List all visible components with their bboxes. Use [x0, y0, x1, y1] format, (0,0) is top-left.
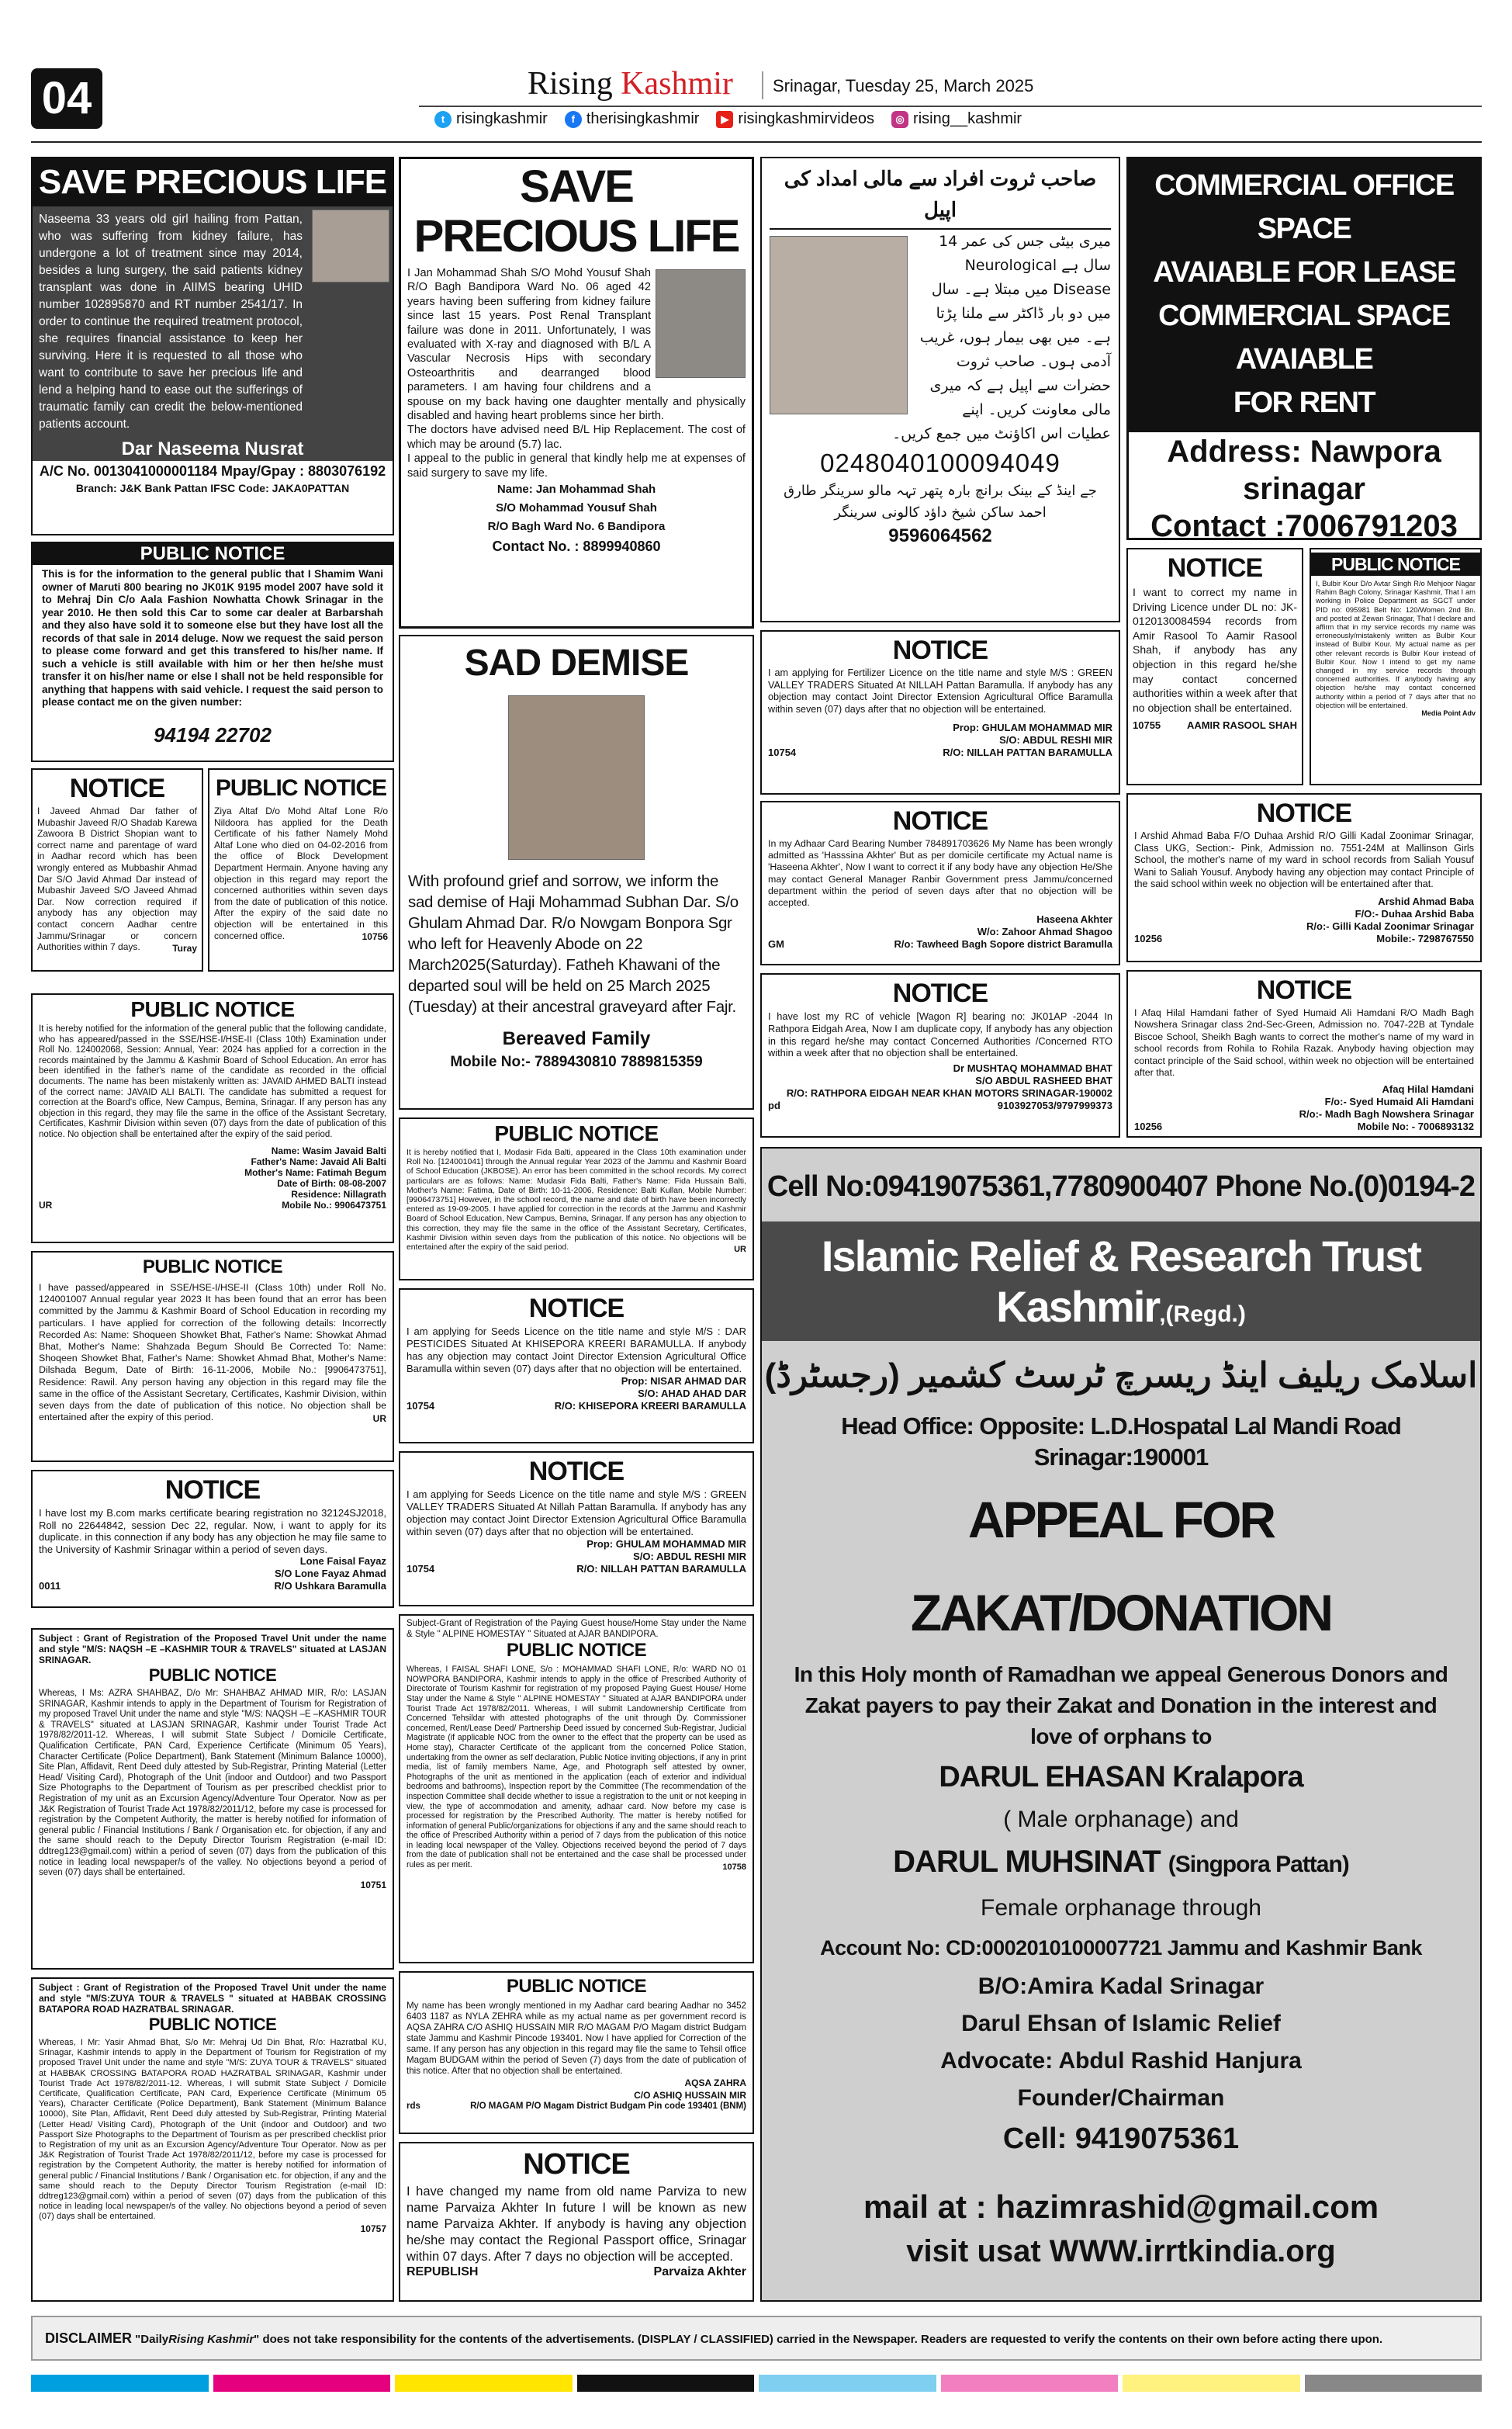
notice-code: 10756 [362, 931, 388, 943]
founder-title: Founder/Chairman [1017, 2085, 1225, 2111]
notice-body: Whereas, I Mr: Yasir Ahmad Bhat, S/o Mr: Mehraj Ud Din Bhat, R/o: Hazratbal KU, Srinagar, Kashmir intends to apply in the Department of Tourism for Registration of my proposed Travel Unit under the name and style "M/S: ZUYA TOUR & TRAVELS" situated at HABBAK CROSSING BATAPORA ROAD HAZRATBAL SRINAGAR, Kashmir under Tourist Trade Act 1978/82/2011-12. Whereas, I will submit State Subject / Domicile Certificate, Qualification Certificate, PAN Card, Experience Certificate (Minimum 05 Years), Character Certificate (Police Department), Bank Statement (Minimum Balance 10000), Site Plan, Affidavit, Rent Deed duly attested by Sub-Registrar, Printing Material (Letter Head/ Visiting Card), Photograph of the Unit (indoor and Outdoor) and two Passport Size Photographs to the Department of Tourism as per prescribed checklist prior to Registration of my unit as an Excursion Agency/Adventure Tour Operator. Now as per J&K Registration of Tourist Trade Act 1978/82/2011/12, before my case is processed for registration by the Competent Authority, the matter is hereby notified for information of general public / Financial Institutions / Bank / Organisation etc. for objection, if any and the same should reach to the Deputy Director Tourism Registration (e-mail ID: ddtreg123@gmail.com) within a period of seven (07) days from the publication of this notice in leading local newspaper/s of the valley. No objections beyond a period of seven (07) days shall be entertained. [39, 2038, 386, 2222]
notice-tag: UR [39, 1199, 53, 1211]
ad-zakat-appeal [760, 1147, 1482, 2302]
notice-title: NOTICE [528, 1294, 625, 1323]
contact-phone: 9596064562 [888, 525, 992, 546]
public-notice-ziya [208, 768, 394, 972]
social-facebook[interactable]: f therisingkashmir [565, 110, 700, 128]
sig-address: R/o: Tawheed Bagh Sopore district Baramulla [894, 938, 1112, 951]
sig-father: S/O: ABDUL RESHI MIR [633, 1551, 746, 1562]
sig-father-of: F/o:- Syed Humaid Ali Hamdani [1324, 1096, 1474, 1108]
twitter-icon: t [434, 111, 452, 128]
ad-address-city: srinagar [1243, 472, 1365, 506]
youtube-icon: ▶ [716, 111, 733, 128]
notice-code: 0011 [39, 1580, 61, 1592]
notice-lost-rc [760, 973, 1120, 1138]
notice-code: 10256 [1134, 1121, 1163, 1133]
notice-body: It is hereby notified for the information of the general public that the following candidate, who has appeared/passed in the SSE/HSE-I/HSE-II (Class 10th) Examination under Roll No. 124002068, Session: Annual, Year: 2024 has applied for a correction in the records maintained by the Jammu & Kashmir Board of School Education. An error has been identified in the father's name of the candidate as recorded in the official documents. The name has been mistakenly written as: JAVAID AHMED BALTI instead of the correct name: JAVAID ALI BALTI. The candidate has submitted a request for correction at the Board's office, New Campus, Bemina, Srinagar. If any person has any objection in this regard, they may file the same in the office of the Assistant Secretary, Certificates, Kashmir Division within seven (07) days from the date of publication of this notice. No objection shall be entertained after the expiry of the said period. [39, 1024, 386, 1139]
social-twitter[interactable]: t risingkashmir [434, 110, 548, 128]
notice-body: I, Bulbir Kour D/o Avtar Singh R/o Mehjoor Nagar Rahim Bagh Colony, Srinagar Kashmir, That I am working in Police Department as SGCT under PID no: 095981 Belt No: 120/Women 2nd Bn. and posted at Zewan Srinagar, That I declare and affirm that in my service records my name was erroneously/mistakenly written as Bulbir Kour instead of Bulbir Kour. My actual name as per other relevant records is Bulbir Kour instead of Bulbir Kour. Now I intend to get my name changed in my service records through concerned authorities. If anybody having any objection he/she may contact concerned authority within a period of 7 days after that no objection will be entertained. [1316, 579, 1476, 709]
notice-title: NOTICE [892, 636, 988, 665]
notice-code: 10754 [407, 1400, 435, 1412]
notice-code: 10256 [1134, 932, 1163, 944]
orphanage-2-type: Female orphanage through [981, 1895, 1261, 1921]
notice-tag: UR [372, 1413, 386, 1425]
notice-code: 10757 [360, 2223, 386, 2234]
notice-title: NOTICE [523, 2148, 630, 2181]
ad-line-4: FOR RENT [1233, 386, 1375, 419]
notice-mubashir [31, 768, 203, 972]
sig-address: R/O Bagh Ward No. 6 Bandipora [487, 520, 666, 534]
color-registration-bar [31, 2375, 1482, 2392]
notice-tag: UR [734, 1245, 746, 1255]
notice-body: I have lost my RC of vehicle [Wagon R] bearing no: JK01AP -2044 In Rathpora Eidgah Area, Now I am duplicate copy, If anybody has any objection in this regard he/she may contact Concerned Authorities /Concerned RTO within a week after that no objection shall be entertained. [768, 1010, 1112, 1059]
public-notice-car [31, 542, 394, 762]
social-bar [434, 110, 1022, 128]
notice-body: I Arshid Ahmad Baba F/O Duhaa Arshid R/O Gilli Kadal Zoonimar Srinagar, Class UKG, Section:- Pink, Admission no. 7551-24M at Mallinson Girls School, the mother's name of my ward in school records from Saliah Yousuf Wani to Saliah Yousuf. Anybody having any objection may contact Principle of the said school within week no objection will be entertained after that. [1134, 830, 1474, 890]
masthead [528, 65, 733, 102]
notice-title: NOTICE [164, 1475, 261, 1505]
social-instagram[interactable]: ◎ rising__kashmir [891, 110, 1022, 128]
notice-title: PUBLIC NOTICE [148, 2015, 277, 2034]
notice-title: NOTICE [69, 774, 165, 803]
disclaimer-ad-types: (DISPLAY / CLASSIFIED) [637, 2333, 773, 2346]
sig-father: S/O: AHAD AHAD DAR [638, 1388, 746, 1399]
disclaimer-text-a: "Daily [135, 2333, 169, 2346]
notice-code: GM [768, 938, 784, 951]
notice-fertilizer [760, 630, 1120, 795]
notice-title: PUBLIC NOTICE [506, 1976, 647, 1997]
notice-title: PUBLIC NOTICE [215, 775, 387, 801]
social-youtube[interactable]: ▶ risingkashmirvideos [716, 110, 874, 128]
notice-afaq-hamdani [1126, 970, 1482, 1138]
notice-body: I Afaq Hilal Hamdani father of Syed Humaid Ali Hamdani R/O Madh Bagh Nowshera Srinagar class 2nd-Sec-Green, Admission no. 7047-22B at Tyndale Biscoe School, Sheikh Bagh wants to correct the mother's name of my ward in school records from Rohila to Rohila Razak. Anybody having objection may contact principle of the Said school, within week no objection will be entertained after that. [1134, 1007, 1474, 1079]
appeal-title: APPEAL FOR ZAKAT/DONATION [910, 1491, 1332, 1641]
notice-code: pd [768, 1100, 780, 1112]
public-notice-bulbir [1310, 548, 1482, 785]
sig-mobile: Mobile No: - 7006893132 [1357, 1121, 1474, 1133]
disclaimer-bar [31, 2316, 1482, 2361]
ad-cell-numbers: Cell No:09419075361,7780900407 Phone No.(0)0194-2 [766, 1170, 1476, 1203]
sig-name: Afaq Hilal Hamdani [1382, 1083, 1474, 1096]
notice-code: rds [407, 2102, 420, 2111]
sig-address: R/o:- Madh Bagh Nowshera Srinagar [1299, 1108, 1474, 1121]
advocate-name: Advocate: Abdul Rashid Hanjura [940, 2048, 1302, 2074]
appeal-text: In this Holy month of Ramadhan we appeal Generous Donors and Zakat payers to pay their Zakat and Donation in the interest and love of orphans to [794, 1662, 1448, 1748]
disclaimer-text-c: " does not take responsibility for the contents of the advertisements. [254, 2333, 635, 2346]
ad-body-cost: The doctors have advised need B/L Hip Replacement. The cost of which may be around (5.7) lac. [407, 424, 746, 451]
orphanage-2 [762, 1838, 1480, 1889]
public-notice-aqsa-zahra [399, 1971, 754, 2134]
sig-name: Haseena Akhter [1036, 913, 1112, 926]
notice-body: I have passed/appeared in SSE/HSE-I/HSE-II (Class 10th) under Roll No. 124001007 Annual regular year 2023 It has been found that an error has been committed by the Jammu & Kashmir Board of School Education in recording my particulars. I have applied for correction of the following details: Incorrectly Recorded As: Name: Shoqueen Showket Bhat, Father's Name: Showkat Ahmad Bhat, Mother's Name: Shahzada Begum Should Be Corrected To: Name: Shoqeen Showket Bhat, Father's Name: Showket Ahmad Bhat, Mother's Name: Dilshada Begum, Date of Birth: 16-11-2006, Mobile No.: [9906473751], Residence: Rawil. Any person having any objection in this regard may file the same in the office of the Assistant Secretary, Certificates, Kashmir Division, within seven days from the date of publication of this notice. No objection shall be entertained after the expiry of this period. [39, 1282, 386, 1423]
public-notice-naqsh-travels [31, 1628, 394, 1970]
sig-father-of: F/O:- Duhaa Arshid Baba [1355, 907, 1474, 920]
sig-name: Arshid Ahmad Baba [1378, 895, 1474, 907]
public-notice-balti [31, 993, 394, 1243]
ad-line-3: COMMERCIAL SPACE AVAIABLE [1158, 300, 1450, 376]
sig-father: Father's Name: Javaid Ali Balti [251, 1156, 386, 1167]
notice-code: 10754 [407, 1563, 435, 1575]
account-number: 0248040100094049 [820, 449, 1060, 477]
notice-marks-certificate [31, 1470, 394, 1608]
notice-title: NOTICE [1167, 553, 1263, 583]
sig-phone: 9103927053/9797999373 [997, 1100, 1112, 1112]
ad-save-life-naseema [31, 157, 394, 535]
notice-body: I am applying for Seeds Licence on the title name and style M/S : DAR PESTICIDES Situated At KHISEPORA KREERI BARAMULLA. If anybody has any objection may contact Joint Director Extension Agricultural Office Baramulla within seven (07) days after that no objection will be entertained. [407, 1325, 746, 1374]
ad-body-appeal: I appeal to the public in general that kindly help me at expenses of said surgery to save my life. [407, 452, 746, 480]
orphanage-2-place: (Singpora Pattan) [1168, 1852, 1349, 1877]
trust-regd: ,(Regd.) [1159, 1301, 1246, 1327]
notice-body: Whereas, I FAISAL SHAFI LONE, S/o : MOHAMMAD SHAFI LONE, R/o: WARD NO 01 NOWPORA BANDIPORA, Kashmir intends to apply in the office of Prescribed Authority of Directorate of Tourism Kashmir for registration of my proposed Paying Guest House/ Home Stay under the Name & Style " ALPINE HOMESTAY " Situated at AJAR BANDIPORA under Tourist Trade Act 1978/82/2011. Whereas, I will submit Landownership Certificate from Concerned Tehsildar with attested photographs of the unit through Dy. Commissioner concerned, Rent/Lease Deed/ Partnership Deed issued by concerned Sub-Registrar, Judicial Magistrate (if applicable NOC from the owner to the effect that the property can be used as Home stay), Character Certificate of the applicant from the concerned Police Station, undertaking from the owner as self declaration, Public Notice inviting objections, if any in print media, list of family members Name, Age, and Photograph self attested by owner, Photographs of the unit as mentioned in the application (each of exterior and individual bedrooms and bathrooms), Inspection report by the Committee (The recommendation of the inspection Committee shall decide whether to issue a registration to the unit or not keeping in view, the type of accommodation and amenity, adhaar card. Now before my case is processed for registration by the Prescribed Authority. The matter is hereby notified for information of general Public/organizations for objections if any and the same should reach to the office of Prescribed Authority within a period of 7 days from the publication of this notice in leading local newspaper of the Valley. Objections received beyond the period of 7 days from the date of publication shall not be entertained and the case shall be processed under rules as per merit. [407, 1665, 746, 1870]
contact-phone: 94194 22702 [154, 723, 272, 747]
notice-title: NOTICE [892, 979, 988, 1008]
sig-mother: Mother's Name: Fatimah Begum [244, 1166, 386, 1178]
ad-body: With profound grief and sorrow, we inform the sad demise of Haji Mohammad Subhan Dar. S/o Ghulam Ahmad Dar. R/o Nowgam Bonpora Sgr who left for Heavenly Abode on 22 March2025(Saturday). Fatheh Khawani of the departed soul will be held on 25 March 2025 (Tuesday) at their ancestral graveyard after Fajr. [408, 872, 739, 1016]
trust-name: Islamic Relief & Research Trust Kashmir [821, 1232, 1421, 1331]
notice-title: PUBLIC NOTICE [1311, 553, 1480, 576]
notice-title: PUBLIC NOTICE [33, 543, 393, 565]
disclaimer-label: DISCLAIMER [45, 2330, 132, 2346]
account-name: Dar Naseema Nusrat [33, 438, 393, 461]
notice-green-valley-seeds [399, 1451, 754, 1606]
notice-body: I am applying for Seeds Licence on the title name and style M/S : GREEN VALLEY TRADERS Situated At Nillah Pattan Baramulla. If anybody has any objection may contact Joint Director Extension Agricultural Office Baramulla within seven (07) days after that no objection will be entertained. [407, 1488, 746, 1537]
notice-body: Ziya Altaf D/o Mohd Altaf Lone R/o Nildoora has applied for the Death Certificate of his father Namely Mohd Altaf Lone who died on 04-02-2016 from the office of Block Development Department Hermain. Anyone having any objection in this regard may report the concerned authorities within seven days from the date of publication of this notice. After the expiry of the said date no objection will be entertained in this concerned office. [214, 806, 388, 941]
notice-code: 10751 [360, 1879, 386, 1890]
notice-title: NOTICE [1256, 975, 1352, 1005]
public-notice-fida-balti [399, 1117, 754, 1280]
ad-title: SAVE PRECIOUS LIFE [413, 161, 739, 262]
sig-address: R/O: NILLAH PATTAN BARAMULLA [943, 747, 1112, 759]
notice-body: I have changed my name from old name Parviza to new name Parvaiza Akhter In future I will be known as new name Parvaiza Akhter. If anybody is having any objection he/she may contact the Regional Passport office, Srinagar within 07 days. After 7 days no objection will be accepted. [407, 2185, 746, 2264]
ad-title: SAVE PRECIOUS LIFE [33, 158, 393, 206]
bereaved-family: Bereaved Family [502, 1028, 651, 1049]
deceased-photo [508, 695, 645, 860]
disclaimer-text-e: carried in the Newspaper. Readers are requested to verify the contents on their own before acting there upon. [777, 2333, 1383, 2346]
notice-haseena-aadhar [760, 801, 1120, 965]
notice-tag: Turay [172, 942, 197, 954]
sig-father: S/O: ABDUL RESHI MIR [999, 734, 1112, 747]
sig-address: R/O: RATHPORA EIDGAH NEAR KHAN MOTORS SRINAGAR-190002 [786, 1087, 1112, 1100]
ad-save-life-jan-mohammad [399, 157, 754, 629]
notice-code: 10754 [768, 747, 797, 759]
ad-title: صاحب ثروت افراد سے مالی امداد کی اپیل [770, 163, 1111, 230]
notice-title: NOTICE [1256, 799, 1352, 828]
patient-photo [656, 269, 746, 378]
notice-title: NOTICE [528, 1457, 625, 1486]
ad-sad-demise [399, 635, 754, 1110]
bank-branch: B/O:Amira Kadal Srinagar [977, 1973, 1265, 1999]
public-notice-shahzada [31, 1251, 394, 1462]
notice-body: It is hereby notified that I, Modasir Fida Balti, appeared in the Class 10th examination under Roll No. [124001041] through the Annual regular Year 2023 of the Jammu and Kashmir Board of School Education (JKBOSE). An error has been committed in the school records. My correct particulars are as follows: Name: Mudasir Fida Balti, Father's Name: Fida Hussain Balti, Mother's Name: Fatima, Date of Birth: 10-11-2006, Residence: Balti Kullan, Mobile Number: [9906473751] However, in the school record, the name and date of birth have been incorrectly entered as 19-09-2005. I have applied for correction in the records at the Jammu and Kashmir Board of School Education, New Campus, Bemina, Srinagar. If any person has any objection to this correction, they may file the same in the office of the Assistant Secretary, Certificates, Kashmir Division within seven days from the publication of this notice. No objections will be entertained after the expiry of the said period. [407, 1149, 746, 1253]
notice-name-change-parvaiza [399, 2142, 754, 2302]
public-notice-alpine-homestay [399, 1614, 754, 1963]
instagram-icon: ◎ [891, 111, 908, 128]
public-notice-zuya-travels [31, 1977, 394, 2302]
ad-line-1: COMMERCIAL OFFICE SPACE [1154, 169, 1454, 245]
page-number: 04 [31, 68, 102, 129]
ad-address: Address: Nawpora [1167, 435, 1441, 469]
sig-mobile: Mobile:- 7298767550 [1376, 932, 1474, 944]
notice-subject: Subject-Grant of Registration of the Paying Guest house/Home Stay under the Name & Style " ALPINE HOMESTAY " Situated at AJAR BANDIPORA. [407, 1619, 746, 1639]
contact-cell: Cell: 9419075361 [1002, 2122, 1240, 2155]
notice-title: PUBLIC NOTICE [142, 1256, 283, 1277]
ad-contact: Contact :7006791203 [1150, 509, 1458, 540]
notice-title: NOTICE [892, 806, 988, 836]
sig-mobile: Mobile No.: 9906473751 [282, 1199, 386, 1211]
notice-dar-pesticides [399, 1288, 754, 1443]
orphanage-2-name: DARUL MUHSINAT [893, 1845, 1161, 1879]
trust-name-urdu: اسلامک ریلیف اینڈ ریسرچ ٹرسٹ کشمیر (رجسٹرڈ) [764, 1357, 1478, 1395]
sig-contact: Contact No. : 8899940860 [492, 539, 661, 555]
sig-name: Name: Wasim Javaid Balti [271, 1145, 386, 1156]
contact-mobile: Mobile No:- 7889430810 7889815359 [450, 1054, 703, 1070]
facebook-icon: f [565, 111, 582, 128]
account-number: A/C No. 0013041000001184 Mpay/Gpay : 8803076192 [33, 461, 393, 481]
ad-body: I Jan Mohammad Shah S/O Mohd Yousuf Shah R/O Bagh Bandipora Ward No. 06 aged 42 years having been suffering from kidney failure since last 15 years. Post Renal Transplant failure was done in 2011. Unfortunately, I was evaluated with X-ray and diagnosed with B/L A Vascular Necrosis Hips with secondary Osteoarthritis and dearranged blood parameters. I am having four childrens and a spouse on my back having one daughter mentally and physically disabled and having heart problems since her birth. [407, 267, 746, 423]
sig-address: R/O MAGAM P/O Magam District Budgam Pin code 193401 (BNM) [470, 2102, 746, 2111]
masthead-kashmir: Kashmir [621, 66, 733, 102]
sig-name: Name: Jan Mohammad Shah [497, 483, 656, 497]
sig-address: R/O: KHISEPORA KREERI BARAMULLA [554, 1400, 746, 1412]
sig-name: Lone Faisal Fayaz [299, 1555, 386, 1568]
agency-tag: Media Point Adv [1421, 709, 1476, 718]
notice-subject: Subject : Grant of Registration of the Proposed Travel Unit under the name and style "M/S:ZUYA TOUR & TRAVELS " situated at HABBAK CROSSING BATAPORA ROAD HAZRATBAL SRINAGAR. [39, 1982, 386, 2015]
ad-title: SAD DEMISE [464, 643, 689, 684]
ad-urdu-appeal [760, 157, 1120, 622]
notice-body: This is for the information to the general public that I Shamim Wani owner of Maruti 800 bearing no JK01K 9195 model 2007 have sold it to Mehraj Din C/o Aala Fashion Nowhatta Chowk Srinagar in the year 2010. He then sold this Car to some car dealer at Barbarshah and they also have sold it to someone else but they have lost all the records of that sale in 2014 deluge. Now we request the said person to please come forward and get this transfered to his/her name. If such a vehicle is still available with him or her then he/she must transfer it on his/her name or else I shall not be held responsible for anything that happens with said vehicle. I request the said person to please contact me on the given number: [42, 568, 383, 708]
orphanage-1-type: ( Male orphanage) and [1003, 1807, 1239, 1832]
sig-name: Dr MUSHTAQ MOHAMMAD BHAT [953, 1062, 1112, 1075]
sig-father: S/O Lone Fayaz Ahmad [275, 1568, 386, 1580]
sig-prop: Prop: NISAR AHMAD DAR [621, 1375, 746, 1387]
patient-photo [312, 210, 389, 282]
account-number: Account No: CD:0002010100007721 Jammu and Kashmir Bank [820, 1936, 1422, 1959]
notice-body: I want to correct my name in Driving Licence under DL no: JK-0120130084594 records from Amir Rasool To Aamir Rasool Shah, if anybody has any objection in this regard he/she may contact concerned authorities within a week after that no objection shall be entertained. [1133, 586, 1297, 714]
sig-husband: W/o: Zahoor Ahmad Shagoo [977, 926, 1112, 938]
child-photo [770, 236, 908, 414]
notice-body: I have lost my B.com marks certificate bearing registration no 32124SJ2018, Roll no 22644842, session Dec 22, regular. Now, i want to apply for its duplicate. in this connection if any body has any objection he may file same to the University of Kashmir Srinagar within a period of seven days. [39, 1507, 386, 1555]
notice-code: 10758 [722, 1862, 746, 1872]
notice-arshid-baba [1126, 793, 1482, 962]
sig-dob: Date of Birth: 08-08-2007 [277, 1177, 386, 1189]
ad-body: میری بیٹی جس کی عمر 14 سال ہے Neurological Disease میں مبتلا ہے۔ سال میں دو بار ڈاکٹر سے ملنا پڑتا ہے۔ میں بھی بیمار ہوں، غریب آدمی ہوں۔ صاحب ثروت حضرات سے اپیل ہے کہ میری مالی معاونت کریں۔ اپنے عطیات اس اکاؤنٹ میں جمع کریں۔ [892, 233, 1111, 442]
ad-address: جے اینڈ کے بینک برانچ بارہ پتھر تہہ مالو سرینگر طارق احمد ساکن شیخ داؤد کالونی سرینگر [784, 483, 1097, 521]
notice-body: I am applying for Fertilizer Licence on the title name and style M/S : GREEN VALLEY TRADERS Situated At NILLAH Pattan Baramulla. If anybody has any objection may contact Joint Director Extension Agricultural Office Baramulla within seven (07) days after that no objection will be entertained. [768, 667, 1112, 715]
sig-prop: Prop: GHULAM MOHAMMAD MIR [953, 722, 1112, 734]
sig-name: Parvaiza Akhter [653, 2265, 746, 2278]
ad-line-2: AVAIABLE FOR LEASE [1153, 256, 1455, 289]
sig-residence: Residence: Nillagrath [291, 1188, 386, 1200]
sig-address: R/o:- Gilli Kadal Zoonimar Srinagar [1306, 920, 1474, 932]
notice-body: Whereas, I Ms: AZRA SHAHBAZ, D/o Mr: SHAHBAZ AHMAD MIR, R/o: LASJAN SRINAGAR, Kashmir intends to apply in the Department of Tourism for Registration of my proposed Travel Unit under the name and style "M/S: NAQSH –E –KASHMIR TOUR & TRAVELS" situated at LASJAN SRINAGAR, Kashmir under Tourist Trade Act 1978/82/2011-12. Whereas, I will submit State Subject / Domicile Certificate, Qualification Certificate, PAN Card, Experience Certificate (Minimum 05 Years), Character Certificate (Police Department), Bank Statement (Minimum Balance 10000), Site Plan, Affidavit, Rent Deed duly attested by Sub-Registrar, Printing Material (Letter Head/ Visiting Card), Photograph of the Unit (indoor and Outdoor) and two Passport Size Photographs to the Department of Tourism as per prescribed checklist prior to Registration of my unit as an Excursion Agency/Adventure Tour Operator. Now as per J&K Registration of Tourist Trade Act 1978/82/2011/12, before my case is processed for registration by the Competent Authority, the matter is hereby notified for information of general public / Financial Institutions / Bank / Organisation etc. for objection, if any and the same should reach to the Deputy Director Tourism Registration (e-mail ID: ddtreg123@gmail.com) within a period of seven (07) days from the publication of this notice in leading local newspaper/s of the valley. No objections beyond a period of seven (07) days shall be entertained. [39, 1689, 386, 1878]
notice-title: PUBLIC NOTICE [130, 997, 295, 1021]
ad-body: Naseema 33 years old girl hailing from Pattan, who was suffering from kidney failure, has undergone a lot of treatment since may 2014, besides a lung surgery, the said patients kidney transplant was done in AIIMS bearing UHID number 102895870 and RT number 2541/17. In order to continue the required treatment protocol, she requires financial assistance to keep her surviving. Here it is requested to all those who want to contribute to save her precious life and lend a helping hand to ease out the sufferings of traumatic family can credit the below-mentioned patients account. [39, 213, 303, 431]
sig-name: AQSA ZAHRA [684, 2077, 746, 2088]
notice-title: PUBLIC NOTICE [494, 1121, 659, 1145]
disclaimer-paper-name: Rising Kashmir [168, 2333, 254, 2346]
sig-address: R/O: NILLAH PATTAN BARAMULLA [576, 1563, 746, 1575]
notice-title: PUBLIC NOTICE [148, 1665, 277, 1685]
dateline: Srinagar, Tuesday 25, March 2025 [773, 76, 1034, 95]
notice-subject: Subject : Grant of Registration of the Proposed Travel Unit under the name and style "M/S: NAQSH –E –KASHMIR TOUR & TRAVELS" situated at LASJAN SRINAGAR. [39, 1633, 386, 1665]
notice-body: I Javeed Ahmad Dar father of Mubashir Javeed R/O Shadab Karewa Zawoora B District Shopian want to correct name and parentage of ward in Aadhar record which has been wrongly entered as Mubbashir Ahmad Dar S/O Javid Ahmad Dar instead of Mubashir Javeed S/O Javeed Ahmad Dar. Now correction required if anybody has any objection may contact concern Aadhar centre Jammu/Srinagar or concern Authorities within 7 days. [37, 806, 197, 953]
contact-email[interactable]: mail at : hazimrashid@gmail.com [863, 2188, 1379, 2225]
notice-body: In my Adhaar Card Bearing Number 784891703626 My Name has been wrongly admitted as 'Hasssina Akhter' But as per domicile certificate my Actual name is 'Haseena Akhter', Now I want to correct it if any body have any objection He/She may contact General Manager Ranbir Government press Jammu/concerned department within the period of seven days after that no objection will be accepted. [768, 838, 1112, 909]
sig-father: C/O ASHIQ HUSSAIN MIR [634, 2090, 746, 2101]
notice-title: PUBLIC NOTICE [506, 1640, 647, 1661]
sig-prop: Prop: GHULAM MOHAMMAD MIR [586, 1538, 746, 1550]
head-office: Head Office: Opposite: L.D.Hospatal Lal Mandi Road Srinagar:190001 [841, 1412, 1401, 1471]
sig-name: AAMIR RASOOL SHAH [1186, 719, 1297, 732]
bank-account-name: Darul Ehsan of Islamic Relief [961, 2011, 1281, 2036]
sig-father: S/O ABDUL RASHEED BHAT [975, 1075, 1112, 1087]
orphanage-1: DARUL EHASAN Kralapora [939, 1761, 1303, 1793]
notice-driving-licence [1126, 548, 1303, 785]
notice-code: 10755 [1133, 719, 1161, 732]
sig-address: R/O Ushkara Baramulla [274, 1580, 386, 1592]
ad-commercial-space [1126, 157, 1482, 540]
sig-father: S/O Mohammad Yousuf Shah [496, 501, 657, 515]
account-branch: Branch: J&K Bank Pattan IFSC Code: JAKA0PATTAN [33, 481, 393, 495]
notice-body: My name has been wrongly mentioned in my Aadhar card bearing Aadhar no 3452 6403 1187 as NYLA ZEHRA while as my actual name as per government record is AQSA ZAHRA C/O ASHIQ HUSSAIN MIR R/O MAGAM P/O Magam district Budgam state Jammu and Kashmir Pincode 193401. Now I have applied for Correction of the same. If any person has any objection in this regard may file the same to Tehsil office Magam BUDGAM within the period of Seven (7) days from the date of publication of this notice. After that no objection shall be entertained. [407, 2001, 746, 2076]
masthead-rising: Rising [528, 66, 613, 102]
notice-tag: REPUBLISH [407, 2265, 479, 2278]
website[interactable]: visit usat WWW.irrtkindia.org [906, 2234, 1336, 2268]
